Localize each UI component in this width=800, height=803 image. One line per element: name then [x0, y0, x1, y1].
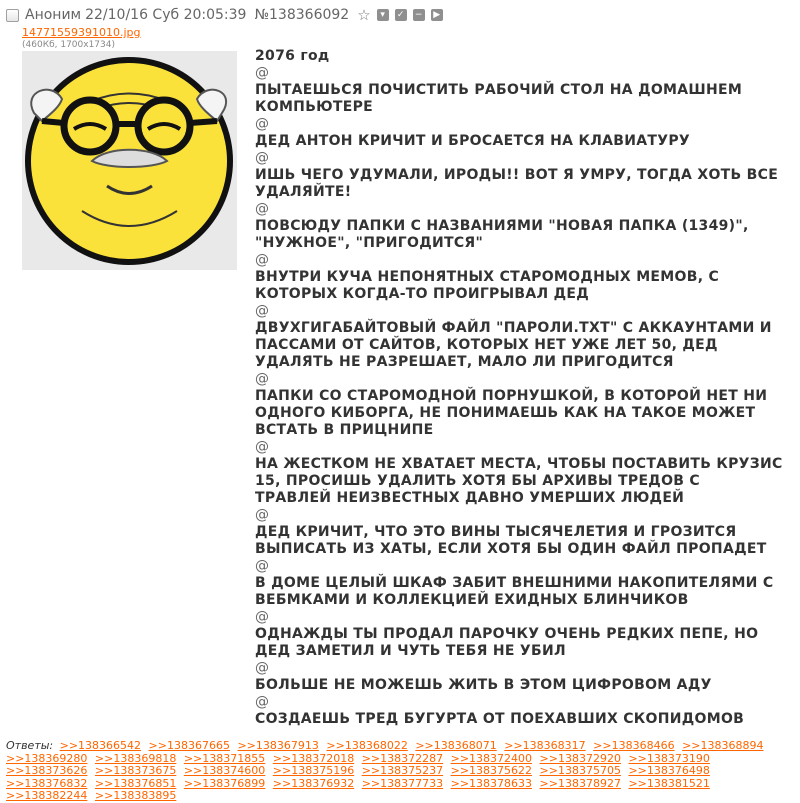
message-line: КОТОРЫХ КОГДА-ТО ПРОИГРЫВАЛ ДЕД	[255, 286, 590, 302]
message-line: УДАЛЯЙТЕ!	[255, 184, 352, 200]
file-meta: (460Кб, 1700x1734)	[22, 40, 115, 50]
message-line: @	[255, 558, 270, 574]
reply-link[interactable]: >>138367665	[148, 739, 230, 752]
message-line: ДЕД АНТОН КРИЧИТ И БРОСАЕТСЯ НА КЛАВИАТУРУ	[255, 133, 690, 149]
message-line: ВСТАТЬ В ПРИЦНИПЕ	[255, 422, 434, 438]
reply-link[interactable]: >>138372287	[361, 751, 444, 765]
reply-link[interactable]: >>138368022	[326, 739, 408, 752]
reply-link[interactable]: >>138376498	[628, 764, 710, 777]
file-link[interactable]: 14771559391010.jpg	[22, 26, 141, 39]
reply-link[interactable]: >>138378633	[450, 776, 533, 790]
reply-link[interactable]: >>138373190	[628, 751, 710, 765]
reply-link[interactable]: >>138373675	[94, 764, 177, 777]
message-line: @	[255, 660, 270, 676]
reply-link[interactable]: >>138375237	[361, 764, 444, 777]
message-line: ПЫТАЕШЬСЯ ПОЧИСТИТЬ РАБОЧИЙ СТОЛ НА ДОМАШНЕМ	[255, 82, 743, 98]
message-line: "НУЖНОЕ", "ПРИГОДИТСЯ"	[255, 235, 484, 251]
message-line: @	[255, 609, 270, 625]
message-line: КОМПЬЮТЕРЕ	[255, 99, 374, 115]
message-line: @	[255, 439, 270, 455]
message-line: ИШЬ ЧЕГО УДУМАЛИ, ИРОДЫ!! ВОТ Я УМРУ, ТОГДА ХОТЬ ВСЕ	[255, 167, 779, 183]
post-select-checkbox[interactable]	[6, 9, 19, 22]
message-line: @	[255, 371, 270, 387]
message-line: СОЗДАЕШЬ ТРЕД БУГУРТА ОТ ПОЕХАВШИХ СКОПИДОМОВ	[255, 711, 745, 727]
reply-link[interactable]: >>138369280	[6, 751, 88, 765]
message-line: ПАССАМИ ОТ САЙТОВ, КОТОРЫХ НЕТ УЖЕ ЛЕТ 50, ДЕД	[255, 337, 718, 353]
replies-label: Ответы:	[6, 739, 54, 752]
message-line: 15, ПРОСИШЬ УДАЛИТЬ ХОТЯ БЫ АРХИВЫ ТРЕДОВ С	[255, 473, 700, 489]
message-line: ВЕБМКАМИ И КОЛЛЕКЦИЕЙ ЕХИДНЫХ БЛИНЧИКОВ	[255, 592, 689, 608]
message-line: ОДНАЖДЫ ТЫ ПРОДАЛ ПАРОЧКУ ОЧЕНЬ РЕДКИХ ПЕПЕ, НО	[255, 626, 759, 642]
message-line: ТРАВЛЕЙ НЕИЗВЕСТНЫХ ДАВНО УМЕРШИХ ЛЮДЕЙ	[255, 490, 685, 506]
reply-link[interactable]: >>138383895	[94, 789, 177, 802]
reply-link[interactable]: >>138376932	[272, 776, 355, 790]
message-line: БОЛЬШЕ НЕ МОЖЕШЬ ЖИТЬ В ЭТОМ ЦИФРОВОМ АДУ	[255, 677, 712, 693]
reply-link[interactable]: >>138378927	[539, 776, 621, 790]
reply-link[interactable]: >>138368466	[593, 739, 675, 752]
report-post-icon[interactable]: ✓	[395, 9, 407, 21]
post-header	[6, 6, 443, 24]
reply-link[interactable]: >>138374600	[183, 764, 266, 777]
replies-section	[6, 740, 798, 803]
post-thumbnail[interactable]	[22, 51, 237, 270]
message-line: ВНУТРИ КУЧА НЕПОНЯТНЫХ СТАРОМОДНЫХ МЕМОВ, С	[255, 269, 720, 285]
post-number-link[interactable]: №138366092	[254, 7, 350, 23]
message-line: @	[255, 303, 270, 319]
message-line: ПОВСЮДУ ПАПКИ С НАЗВАНИЯМИ "НОВАЯ ПАПКА (1349)",	[255, 218, 749, 234]
reply-link[interactable]: >>138376851	[94, 776, 177, 790]
reply-link[interactable]: >>138369818	[94, 751, 177, 765]
reply-link[interactable]: >>138375196	[272, 764, 355, 777]
message-line: @	[255, 150, 270, 166]
reply-link[interactable]: >>138371855	[183, 751, 266, 765]
reply-link[interactable]: >>138376832	[6, 776, 88, 790]
reply-link[interactable]: >>138381521	[628, 776, 710, 790]
reply-link[interactable]: >>138368317	[504, 739, 586, 752]
reply-link[interactable]: >>138377733	[361, 776, 444, 790]
reply-link[interactable]: >>138375705	[539, 764, 621, 777]
reply-link[interactable]: >>138366542	[59, 739, 142, 752]
message-line: @	[255, 507, 270, 523]
message-line: ВЫПИСАТЬ ИЗ ХАТЫ, ЕСЛИ ХОТЯ БЫ ОДИН ФАЙЛ ПРОПАДЕТ	[255, 541, 767, 557]
message-line: @	[255, 116, 270, 132]
message-line: ОДНОГО КИБОРГА, НЕ ПОНИМАЕШЬ КАК НА ТАКОЕ МОЖЕТ	[255, 405, 756, 421]
hide-post-icon[interactable]: ▾	[377, 9, 389, 21]
reply-link[interactable]: >>138382244	[6, 789, 88, 802]
message-line: ДЕД КРИЧИТ, ЧТО ЭТО ВИНЫ ТЫСЯЧЕЛЕТИЯ И ГРОЗИТСЯ	[255, 524, 737, 540]
message-line: НА ЖЕСТКОМ НЕ ХВАТАЕТ МЕСТА, ЧТОБЫ ПОСТАВИТЬ КРУЗИС	[255, 456, 783, 472]
reply-link[interactable]: >>138372400	[450, 751, 533, 765]
star-icon[interactable]: ☆	[357, 5, 371, 24]
message-line: УДАЛЯТЬ НЕ РАЗРЕШАЕТ, МАЛО ЛИ ПРИГОДИТСЯ	[255, 354, 674, 370]
post-datetime: 22/10/16 Суб 20:05:39	[85, 7, 247, 23]
message-line: @	[255, 694, 270, 710]
message-line: @	[255, 201, 270, 217]
reply-link[interactable]: >>138373626	[6, 764, 88, 777]
message-line: В ДОМЕ ЦЕЛЫЙ ШКАФ ЗАБИТ ВНЕШНИМИ НАКОПИТЕЛЯМИ С	[255, 575, 774, 591]
message-line: @	[255, 65, 270, 81]
post-message	[255, 48, 795, 728]
expand-post-icon[interactable]: ▶	[431, 9, 443, 21]
reply-link[interactable]: >>138368071	[415, 739, 497, 752]
reply-link[interactable]: >>138372018	[272, 751, 355, 765]
reply-link[interactable]: >>138375622	[450, 764, 533, 777]
reply-link[interactable]: >>138368894	[682, 739, 764, 752]
reply-link[interactable]: >>138367913	[237, 739, 319, 752]
message-line: ДЕД ЗАМЕТИЛ И ЧУТЬ ТЕБЯ НЕ УБИЛ	[255, 643, 566, 659]
minimize-post-icon[interactable]: −	[413, 9, 425, 21]
post-author: Аноним	[25, 7, 82, 23]
reply-link[interactable]: >>138372920	[539, 751, 621, 765]
reply-link[interactable]: >>138376899	[183, 776, 266, 790]
message-line: @	[255, 252, 270, 268]
message-line: ПАПКИ СО СТАРОМОДНОЙ ПОРНУШКОЙ, В КОТОРОЙ НЕТ НИ	[255, 388, 768, 404]
post-title: 2076 год	[255, 48, 330, 64]
yellow-face-with-glasses-icon	[22, 51, 237, 270]
message-line: ДВУХГИГАБАЙТОВЫЙ ФАЙЛ "ПАРОЛИ.TXT" С АККАУНТАМИ И	[255, 320, 772, 336]
